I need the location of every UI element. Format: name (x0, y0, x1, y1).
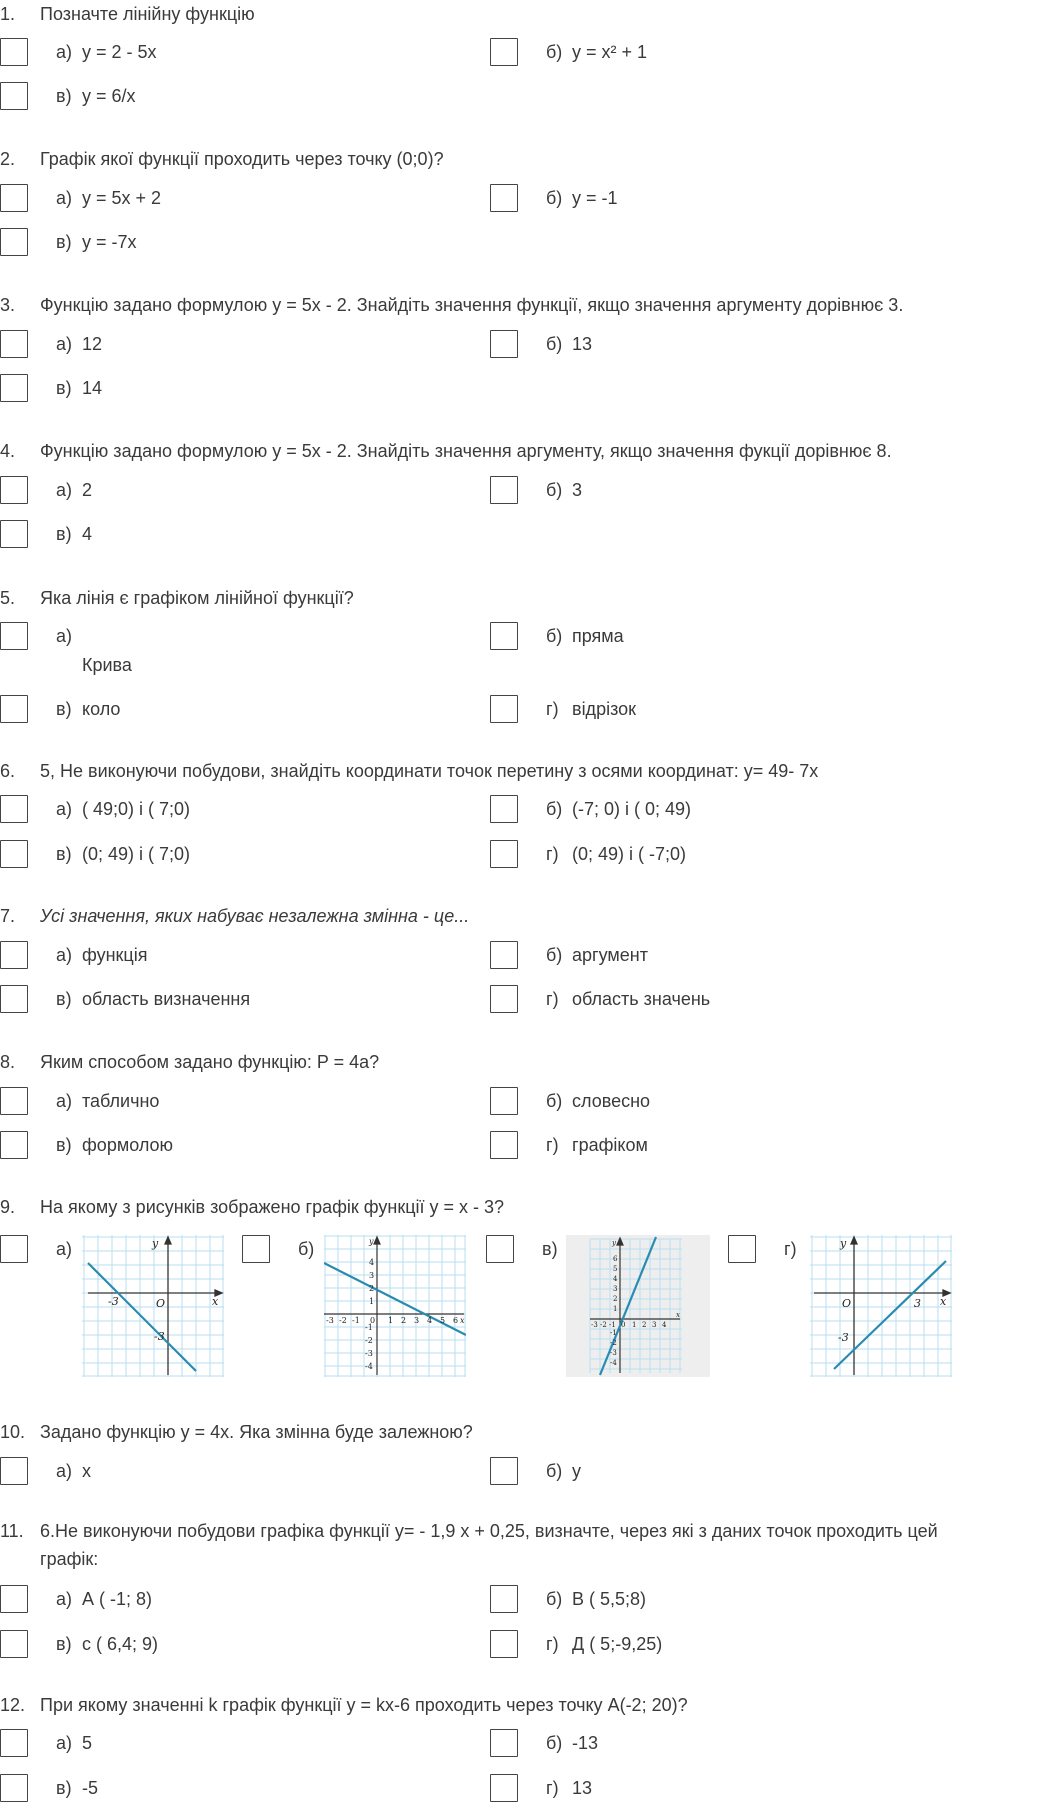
question-number: 12. (0, 1695, 26, 1715)
tick-label: 5 (613, 1265, 618, 1273)
checkbox[interactable] (490, 1630, 518, 1658)
tick-label: -3 (365, 1349, 373, 1358)
option-text: 4 (82, 524, 93, 544)
question-number: 10. (0, 1422, 26, 1442)
tick-label: 0 (370, 1316, 376, 1325)
tick-label: 1 (388, 1316, 394, 1325)
checkbox[interactable] (490, 184, 518, 212)
tick-label: 4 (613, 1275, 618, 1283)
option-g[interactable]: г) графіком (490, 1131, 910, 1161)
axis-label-y: y (369, 1237, 374, 1246)
axis-label-x: x (460, 1316, 465, 1325)
graph-g-svg (810, 1235, 952, 1377)
question-number: 7. (0, 906, 16, 926)
axis-label-y: y (152, 1237, 159, 1250)
axis-label-y: y (612, 1239, 616, 1247)
option-a[interactable]: а) x (0, 1457, 420, 1487)
option-text: (0; 49) і ( -7;0) (572, 844, 687, 864)
origin-label: O (156, 1297, 166, 1310)
graph-g (810, 1235, 952, 1377)
checkbox[interactable] (0, 1235, 28, 1263)
option-v[interactable]: в) формолою (0, 1131, 420, 1161)
option-text: графіком (572, 1135, 648, 1155)
option-text: аргумент (572, 945, 648, 965)
tick-label: -3 (591, 1321, 598, 1329)
option-text: y = 6/x (82, 86, 136, 106)
option-a[interactable]: а) функція (0, 941, 420, 971)
option-g[interactable]: г) (728, 1235, 788, 1265)
option-a[interactable]: а) y = 2 - 5x (0, 38, 420, 68)
question-text: На якому з рисунків зображено графік функції y = x - 3? (40, 1197, 505, 1217)
option-text: коло (82, 699, 121, 719)
option-text: 13 (572, 1778, 593, 1798)
question-number: 2. (0, 149, 16, 169)
axis-label-x: x (940, 1295, 947, 1308)
tick-label: 2 (642, 1321, 647, 1329)
option-text: таблично (82, 1091, 160, 1111)
tick-label: -2 (365, 1336, 373, 1345)
tick-label: 6 (613, 1255, 618, 1263)
option-text: -5 (82, 1778, 99, 1798)
graph-b (324, 1235, 466, 1377)
option-text: y = -7x (82, 232, 137, 252)
checkbox[interactable] (0, 1729, 28, 1757)
option-v[interactable]: в) y = -7x (0, 228, 420, 258)
option-v[interactable]: в) с ( 6,4; 9) (0, 1630, 420, 1660)
tick-label: -4 (610, 1359, 617, 1367)
tick-label: -3 (154, 1330, 165, 1343)
option-text: область визначення (82, 989, 251, 1009)
tick-label: -3 (610, 1349, 617, 1357)
option-text: y = 2 - 5x (82, 42, 157, 62)
checkbox[interactable] (0, 82, 28, 110)
option-b[interactable]: б) y (490, 1457, 910, 1487)
checkbox[interactable] (490, 330, 518, 358)
option-text: формолою (82, 1135, 174, 1155)
checkbox[interactable] (490, 38, 518, 66)
tick-label: 2 (613, 1295, 618, 1303)
option-text: y = x² + 1 (572, 42, 648, 62)
checkbox[interactable] (0, 1131, 28, 1159)
option-b[interactable]: б) (-7; 0) і ( 0; 49) (490, 795, 910, 825)
option-g[interactable]: г) Д ( 5;-9,25) (490, 1630, 910, 1660)
graph-a-svg (82, 1235, 224, 1377)
checkbox[interactable] (0, 330, 28, 358)
question-number: 5. (0, 588, 16, 608)
tick-label: -1 (352, 1316, 360, 1325)
tick-label: 1 (613, 1305, 618, 1313)
tick-label: 6 (453, 1316, 459, 1325)
question-text: 5, Не виконуючи побудови, знайдіть координати точок перетину з осями координат: у= 49- 7х (40, 761, 819, 781)
tick-label: -2 (610, 1339, 617, 1347)
option-a[interactable]: а) 5 (0, 1729, 420, 1759)
option-text: Крива (82, 655, 132, 675)
tick-label: -4 (365, 1362, 373, 1371)
option-text: y (572, 1461, 581, 1481)
option-text: пряма (572, 626, 624, 646)
option-b[interactable]: б) 3 (490, 476, 910, 506)
tick-label: 2 (401, 1316, 407, 1325)
option-text: В ( 5,5;8) (572, 1589, 647, 1609)
question-text: Графік якої функції проходить через точку (0;0)? (40, 149, 444, 169)
option-g[interactable]: г) (0; 49) і ( -7;0) (490, 840, 910, 870)
option-text: 12 (82, 334, 103, 354)
option-v[interactable]: в) -5 (0, 1774, 420, 1804)
option-b[interactable]: б) y = -1 (490, 184, 910, 214)
option-g[interactable]: г) відрізок (490, 695, 910, 725)
option-text: область значень (572, 989, 711, 1009)
question-text: Функцію задано формулою y = 5x - 2. Знайдіть значення функції, якщо значення аргументу дорівнює 3. (40, 295, 904, 315)
option-v[interactable]: в) область визначення (0, 985, 420, 1015)
checkbox[interactable] (0, 1457, 28, 1485)
option-text: y = -1 (572, 188, 618, 208)
option-a[interactable]: а) Крива (0, 622, 420, 682)
option-text: y = 5x + 2 (82, 188, 162, 208)
checkbox[interactable] (0, 1585, 28, 1613)
option-v[interactable]: в) 4 (0, 520, 420, 550)
tick-label: 3 (613, 1285, 618, 1293)
question-text: 6.Не виконуючи побудови графіка функції у= - 1,9 х + 0,25, визначте, через які з даних точок проходить цей графік: (40, 1521, 938, 1569)
option-v[interactable]: в) (486, 1235, 546, 1265)
option-text: 2 (82, 480, 93, 500)
checkbox[interactable] (0, 1630, 28, 1658)
option-g[interactable]: г) 13 (490, 1774, 910, 1804)
checkbox[interactable] (0, 985, 28, 1013)
option-text: 3 (572, 480, 583, 500)
axis-label-y: y (840, 1237, 847, 1250)
option-a[interactable]: а) y = 5x + 2 (0, 184, 420, 214)
option-text: -13 (572, 1733, 599, 1753)
checkbox[interactable] (490, 985, 518, 1013)
question-text: Яким способом задано функцію: P = 4a? (40, 1052, 380, 1072)
option-b[interactable]: б) В ( 5,5;8) (490, 1585, 910, 1615)
option-v[interactable]: в) коло (0, 695, 420, 725)
option-v[interactable]: в) y = 6/x (0, 82, 420, 112)
checkbox[interactable] (0, 695, 28, 723)
option-text: Д ( 5;-9,25) (572, 1634, 663, 1654)
question-text: Функцію задано формулою y = 5x - 2. Знайдіть значення аргументу, якщо значення фукції дорівнює 8. (40, 441, 892, 461)
checkbox[interactable] (490, 476, 518, 504)
tick-label: -1 (365, 1323, 373, 1332)
graph-v-svg (566, 1235, 710, 1377)
checkbox[interactable] (490, 622, 518, 650)
checkbox[interactable] (0, 476, 28, 504)
tick-label: 1 (632, 1321, 637, 1329)
tick-label: 1 (369, 1297, 375, 1306)
question-number: 6. (0, 761, 16, 781)
option-a[interactable]: а) 12 (0, 330, 420, 360)
question-text: Усі значення, яких набуває незалежна змінна - це... (40, 906, 470, 926)
option-text: А ( -1; 8) (82, 1589, 153, 1609)
checkbox[interactable] (490, 1457, 518, 1485)
option-text: (-7; 0) і ( 0; 49) (572, 799, 692, 819)
checkbox[interactable] (242, 1235, 270, 1263)
option-text: словесно (572, 1091, 651, 1111)
option-a[interactable]: а) А ( -1; 8) (0, 1585, 420, 1615)
graph-b-svg (324, 1235, 466, 1377)
tick-label: 3 (652, 1321, 657, 1329)
checkbox[interactable] (0, 374, 28, 402)
checkbox[interactable] (490, 1774, 518, 1802)
option-text: (0; 49) і ( 7;0) (82, 844, 191, 864)
tick-label: 5 (440, 1316, 446, 1325)
tick-label: -3 (326, 1316, 334, 1325)
option-a[interactable]: а) (0, 1235, 60, 1265)
checkbox[interactable] (0, 840, 28, 868)
question-number: 3. (0, 295, 16, 315)
question-text: Яка лінія є графіком лінійної функції? (40, 588, 354, 608)
checkbox[interactable] (0, 1087, 28, 1115)
tick-label: -3 (108, 1295, 119, 1308)
checkbox[interactable] (490, 1131, 518, 1159)
checkbox[interactable] (0, 1774, 28, 1802)
checkbox[interactable] (0, 622, 28, 650)
option-a[interactable]: а) 2 (0, 476, 420, 506)
checkbox[interactable] (0, 38, 28, 66)
checkbox[interactable] (0, 795, 28, 823)
axis-label-x: x (212, 1295, 219, 1308)
question-number: 8. (0, 1052, 16, 1072)
tick-label: 2 (369, 1284, 375, 1293)
option-a[interactable]: а) таблично (0, 1087, 420, 1117)
tick-label: 4 (662, 1321, 667, 1329)
option-text: відрізок (572, 699, 637, 719)
axis-label-x: x (676, 1311, 680, 1319)
option-b[interactable]: б) -13 (490, 1729, 910, 1759)
option-text: 13 (572, 334, 593, 354)
tick-label: 4 (369, 1258, 375, 1267)
option-text: x (82, 1461, 91, 1481)
checkbox[interactable] (490, 1585, 518, 1613)
origin-label: O (842, 1297, 852, 1310)
option-v[interactable]: в) 14 (0, 374, 420, 404)
tick-label: 3 (414, 1316, 420, 1325)
tick-label: -3 (838, 1331, 849, 1344)
checkbox[interactable] (0, 941, 28, 969)
tick-label: -2 (339, 1316, 347, 1325)
option-text: ( 49;0) і ( 7;0) (82, 799, 191, 819)
option-b[interactable]: б) y = x² + 1 (490, 38, 910, 68)
checkbox[interactable] (728, 1235, 756, 1263)
graph-a (82, 1235, 224, 1377)
option-text: 14 (82, 378, 103, 398)
option-g[interactable]: г) область значень (490, 985, 910, 1015)
checkbox[interactable] (490, 1729, 518, 1757)
option-text: с ( 6,4; 9) (82, 1634, 159, 1654)
option-b[interactable]: б) словесно (490, 1087, 910, 1117)
checkbox[interactable] (490, 840, 518, 868)
option-text: 5 (82, 1733, 93, 1753)
question-number: 1. (0, 4, 16, 24)
checkbox[interactable] (0, 228, 28, 256)
option-b[interactable]: б) (242, 1235, 302, 1265)
checkbox[interactable] (486, 1235, 514, 1263)
tick-label: 3 (914, 1297, 921, 1310)
option-b[interactable]: б) пряма (490, 622, 910, 652)
checkbox[interactable] (490, 695, 518, 723)
checkbox[interactable] (0, 184, 28, 212)
tick-label: -1 (609, 1321, 616, 1329)
tick-label: -2 (600, 1321, 607, 1329)
tick-label: -1 (610, 1329, 617, 1337)
option-b[interactable]: б) 13 (490, 330, 910, 360)
question-text: Задано функцію y = 4x. Яка змінна буде залежною? (40, 1422, 473, 1442)
tick-label: 4 (427, 1316, 433, 1325)
option-text: функція (82, 945, 148, 965)
question-text: Позначте лінійну функцію (40, 4, 255, 24)
question-number: 9. (0, 1197, 16, 1217)
option-v[interactable]: в) (0; 49) і ( 7;0) (0, 840, 420, 870)
tick-label: 0 (621, 1321, 626, 1329)
checkbox[interactable] (490, 795, 518, 823)
checkbox[interactable] (490, 1087, 518, 1115)
question-text: При якому значенні k графік функції y = kx-6 проходить через точку A(-2; 20)? (40, 1695, 688, 1715)
question-number: 11. (0, 1521, 24, 1541)
checkbox[interactable] (490, 941, 518, 969)
option-b[interactable]: б) аргумент (490, 941, 910, 971)
question-number: 4. (0, 441, 16, 461)
graph-v (566, 1235, 710, 1377)
tick-label: 3 (369, 1271, 375, 1280)
option-a[interactable]: а) ( 49;0) і ( 7;0) (0, 795, 420, 825)
checkbox[interactable] (0, 520, 28, 548)
